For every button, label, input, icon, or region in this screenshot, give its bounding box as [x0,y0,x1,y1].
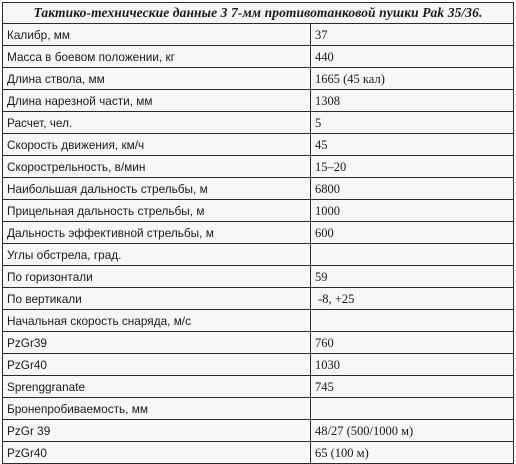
table-row [3,24,514,46]
table-row [3,354,514,376]
table-row [3,156,514,178]
row-label: Длина нарезной части, мм [3,90,311,112]
table-row [3,90,514,112]
row-label: PzGr39 [3,332,311,354]
table-row [3,200,514,222]
row-value: 1308 [311,90,514,112]
spec-table-body [3,24,514,464]
row-value: 37 [311,24,514,46]
row-label: PzGr40 [3,354,311,376]
table-row [3,420,514,442]
row-value: 65 (100 м) [311,442,514,464]
row-value: 440 [311,46,514,68]
table-row [3,442,514,464]
row-value: 600 [311,222,514,244]
row-label: Расчет, чел. [3,112,311,134]
row-label: Скорость движения, км/ч [3,134,311,156]
row-label: Углы обстрела, град. [3,244,311,266]
row-value: 1030 [311,354,514,376]
spec-sheet [2,2,513,460]
table-row [3,398,514,420]
row-label: Скорострельность, в/мин [3,156,311,178]
row-label: Дальность эффективной стрельбы, м [3,222,311,244]
table-row [3,332,514,354]
row-value: 745 [311,376,514,398]
row-label: Sprenggranate [3,376,311,398]
table-row [3,288,514,310]
row-label: Калибр, мм [3,24,311,46]
row-label: По горизонтали [3,266,311,288]
row-value: 15–20 [311,156,514,178]
table-row [3,244,514,266]
row-value: 1665 (45 кал) [311,68,514,90]
row-value: 1000 [311,200,514,222]
row-label: Бронепробиваемость, мм [3,398,311,420]
caption-row [3,3,514,24]
row-value: 760 [311,332,514,354]
table-row [3,376,514,398]
row-label: Наибольшая дальность стрельбы, м [3,178,311,200]
row-value [311,310,514,332]
row-label: Масса в боевом положении, кг [3,46,311,68]
table-caption: Тактико-технические данные 3 7-мм противотанковой пушки Pak 35/36. [3,3,514,24]
row-value: 6800 [311,178,514,200]
spec-table [2,2,514,464]
row-value: 5 [311,112,514,134]
row-value [311,398,514,420]
row-label: PzGr40 [3,442,311,464]
table-row [3,134,514,156]
row-value: -8, +25 [311,288,514,310]
row-label: Прицельная дальность стрельбы, м [3,200,311,222]
row-label: PzGr 39 [3,420,311,442]
table-row [3,68,514,90]
table-row [3,46,514,68]
table-row [3,222,514,244]
row-value: 59 [311,266,514,288]
row-label: Начальная скорость снаряда, м/с [3,310,311,332]
row-value [311,244,514,266]
table-row [3,178,514,200]
table-row [3,112,514,134]
row-label: Длина ствола, мм [3,68,311,90]
row-value: 48/27 (500/1000 м) [311,420,514,442]
table-row [3,266,514,288]
table-row [3,310,514,332]
row-label: По вертикали [3,288,311,310]
row-value: 45 [311,134,514,156]
